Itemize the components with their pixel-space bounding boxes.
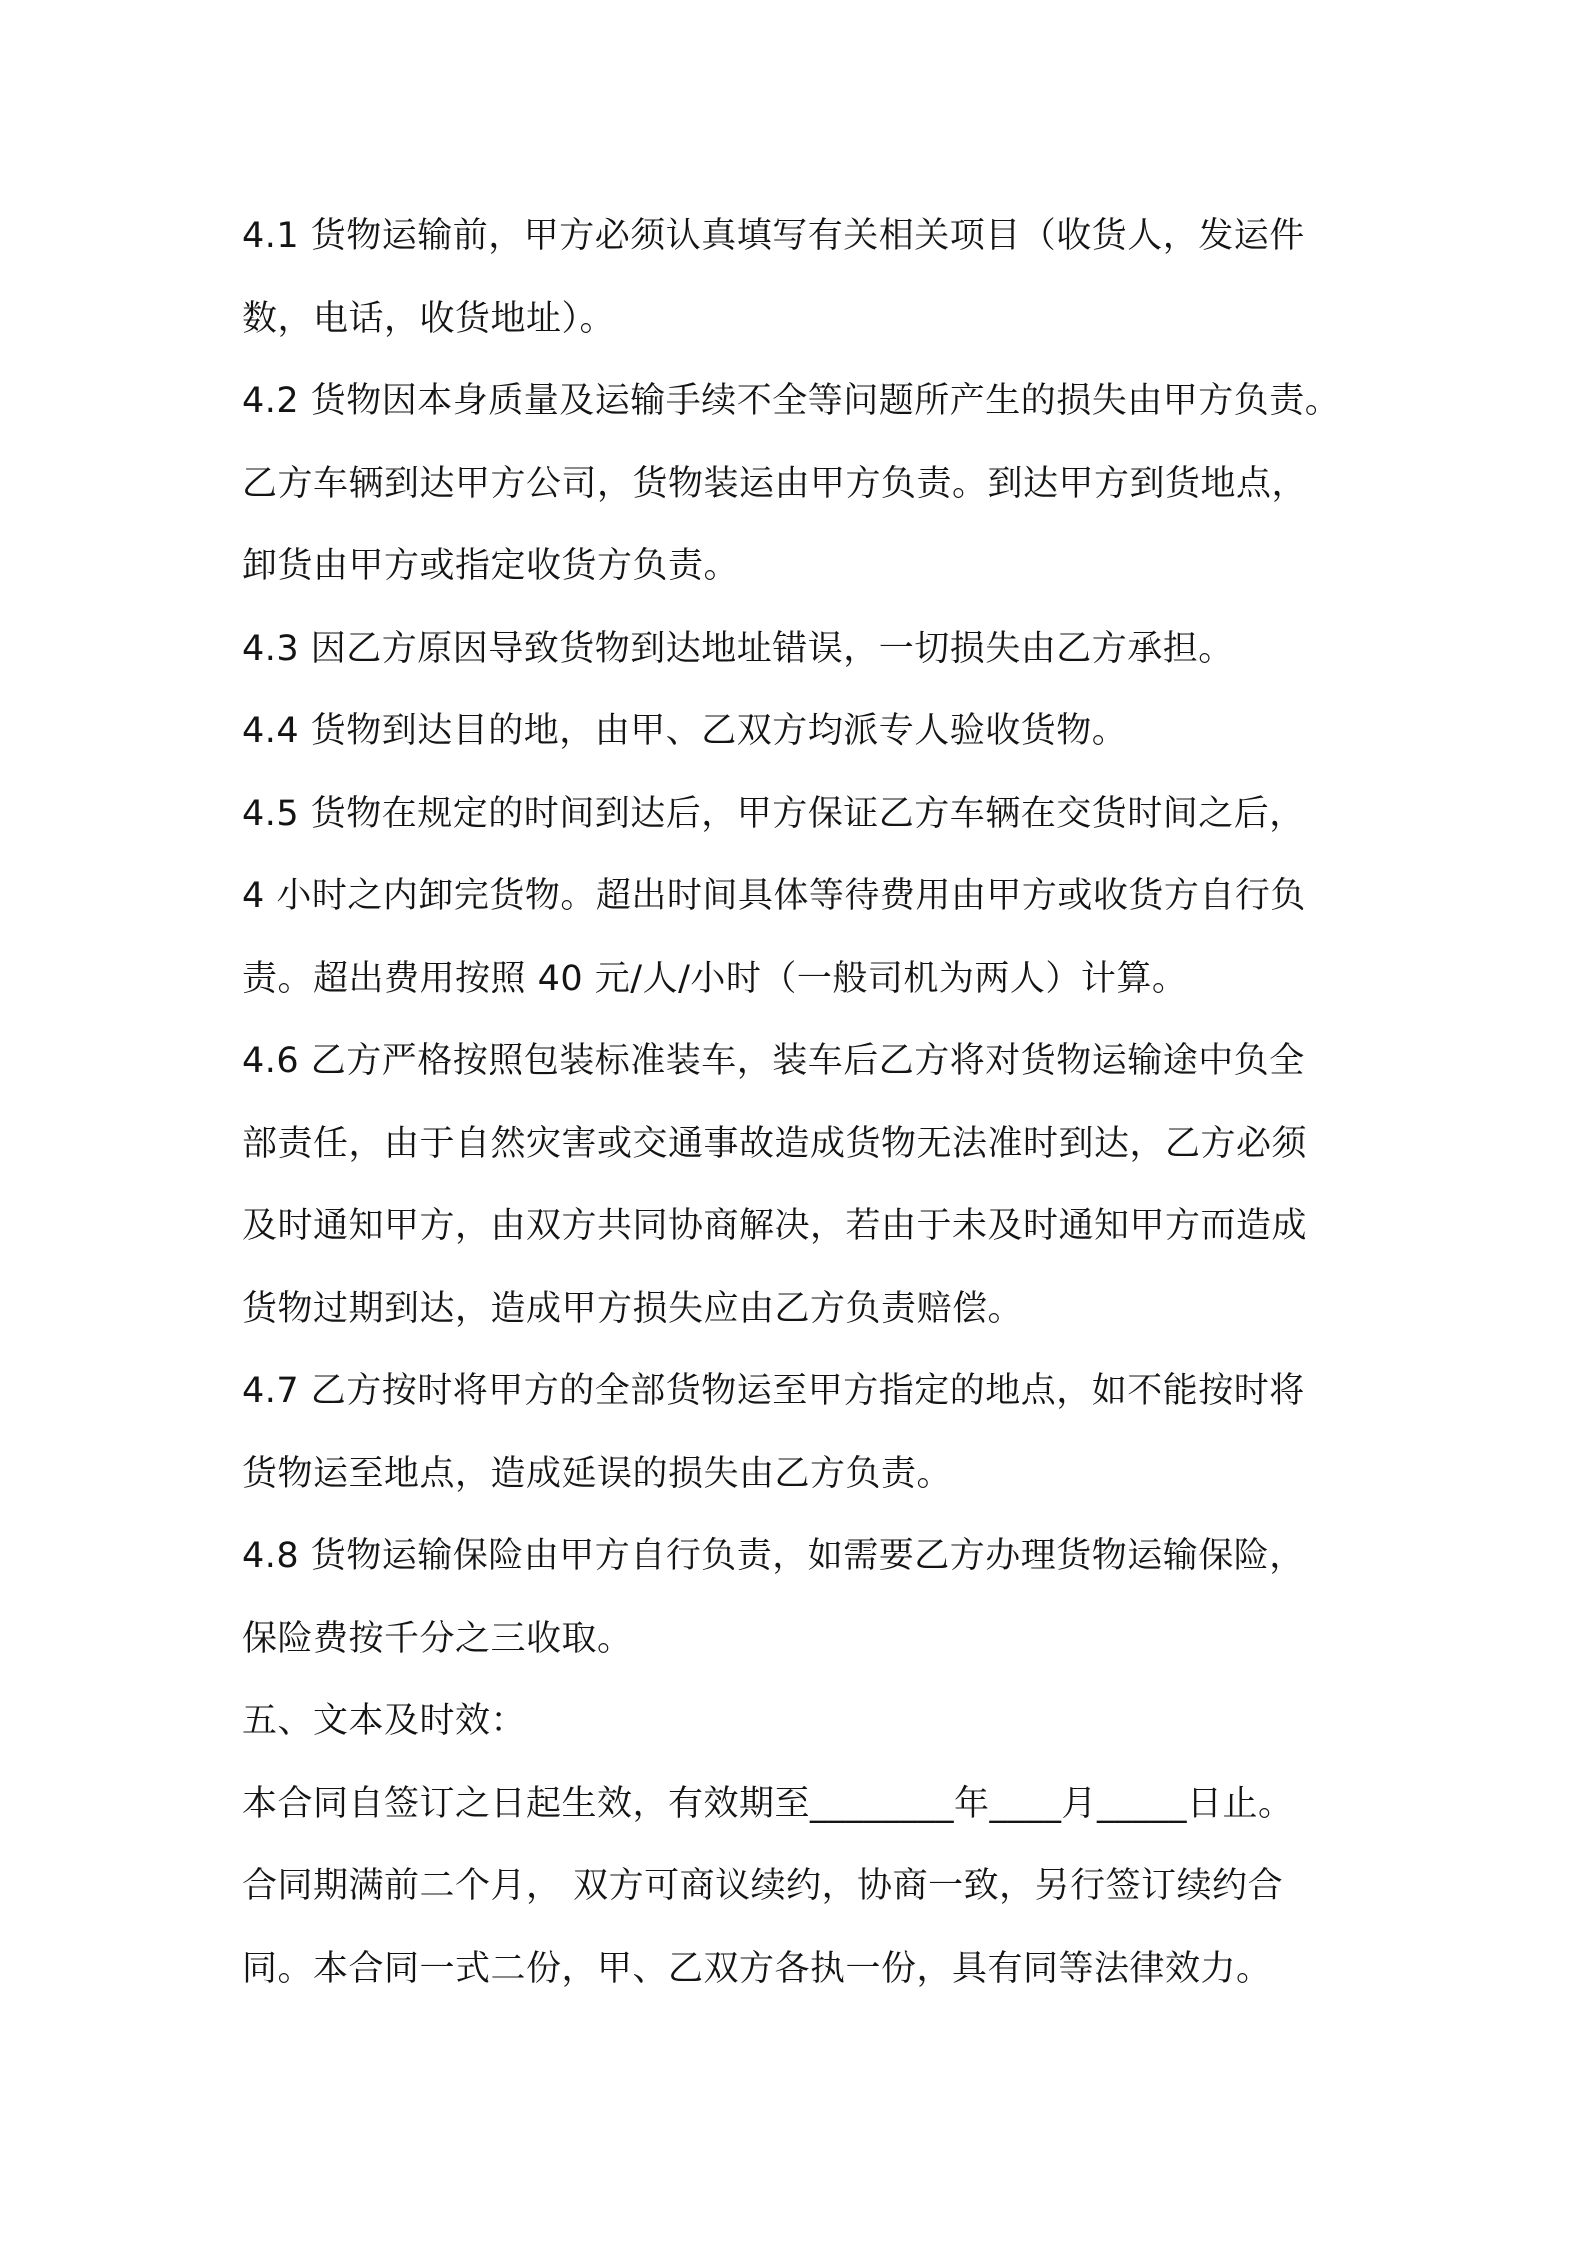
section-5-line-3: 同。本合同一式二份，甲、乙双方各执一份，具有同等法律效力。 bbox=[242, 1948, 1272, 1989]
clause-4-4: 4.4 货物到达目的地，由甲、乙双方均派专人验收货物。 bbox=[242, 711, 1128, 751]
clause-4-8-line-2: 保险费按千分之三收取。 bbox=[242, 1618, 633, 1659]
section-5-heading: 五、文本及时效： bbox=[242, 1701, 527, 1741]
section-5-line-1: 本合同自签订之日起生效，有效期至________年____月_____日止。 bbox=[242, 1783, 1294, 1824]
clause-4-6-line-3: 及时通知甲方，由双方共同协商解决，若由于未及时通知甲方而造成 bbox=[242, 1206, 1308, 1246]
clause-4-6-line-4: 货物过期到达，造成甲方损失应由乙方负责赔偿。 bbox=[242, 1288, 1024, 1329]
clause-4-2-line-2: 乙方车辆到达甲方公司，货物装运由甲方负责。到达甲方到货地点， bbox=[242, 463, 1308, 504]
clause-4-7-line-2: 货物运至地点，造成延误的损失由乙方负责。 bbox=[242, 1453, 953, 1494]
clause-4-6-line-2: 部责任，由于自然灾害或交通事故造成货物无法准时到达，乙方必须 bbox=[242, 1123, 1308, 1164]
clause-4-2-line-1: 4.2 货物因本身质量及运输手续不全等问题所产生的损失由甲方负责。 bbox=[242, 381, 1341, 421]
clause-4-1-line-1: 4.1 货物运输前，甲方必须认真填写有关相关项目（收货人，发运件 bbox=[242, 216, 1305, 256]
clause-4-5-line-2: 4 小时之内卸完货物。超出时间具体等待费用由甲方或收货方自行负 bbox=[242, 876, 1306, 916]
contract-body bbox=[242, 195, 1392, 2010]
clause-4-6-line-1: 4.6 乙方严格按照包装标准装车，装车后乙方将对货物运输途中负全 bbox=[242, 1041, 1305, 1081]
clause-4-2-line-3: 卸货由甲方或指定收货方负责。 bbox=[242, 546, 740, 586]
clause-4-5-line-1: 4.5 货物在规定的时间到达后，甲方保证乙方车辆在交货时间之后， bbox=[242, 793, 1305, 834]
clause-4-5-line-3: 责。超出费用按照 40 元/人/小时（一般司机为两人）计算。 bbox=[242, 958, 1188, 999]
clause-4-8-line-1: 4.8 货物运输保险由甲方自行负责，如需要乙方办理货物运输保险， bbox=[242, 1536, 1305, 1576]
clause-4-3: 4.3 因乙方原因导致货物到达地址错误，一切损失由乙方承担。 bbox=[242, 628, 1234, 669]
clause-4-1-line-2: 数，电话，收货地址）。 bbox=[242, 298, 616, 339]
clause-4-7-line-1: 4.7 乙方按时将甲方的全部货物运至甲方指定的地点，如不能按时将 bbox=[242, 1371, 1305, 1411]
section-5-line-2: 合同期满前二个月， 双方可商议续约，协商一致，另行签订续约合 bbox=[242, 1866, 1284, 1906]
